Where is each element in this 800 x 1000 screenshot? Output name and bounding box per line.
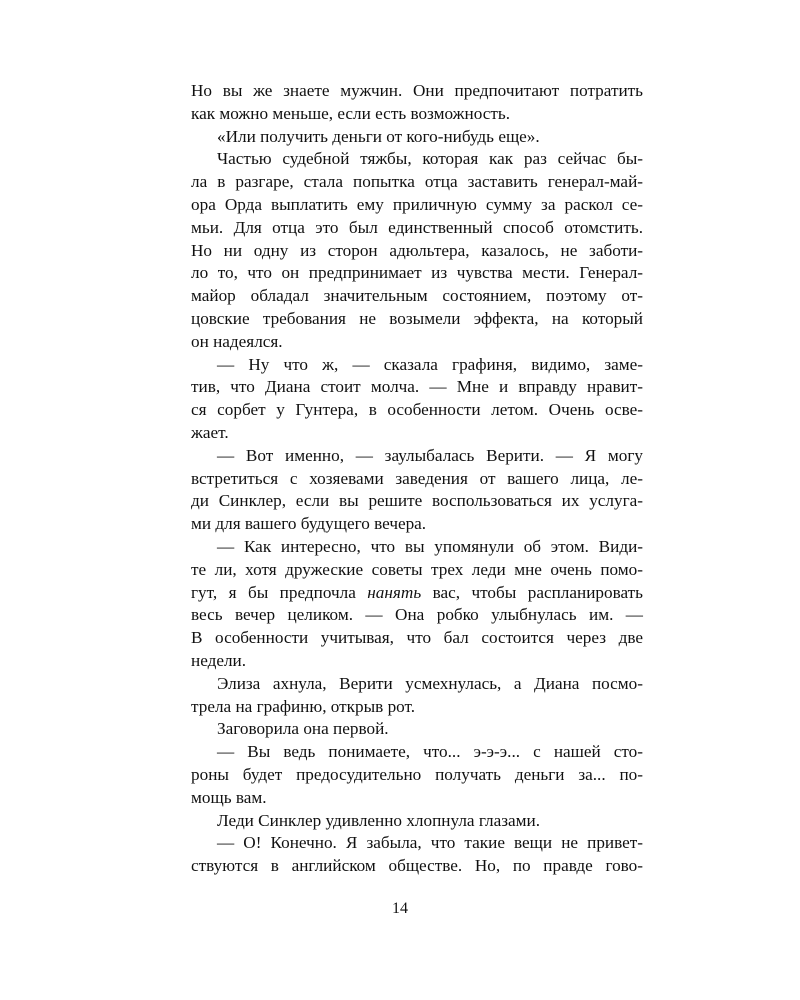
text-line: Леди Синклер удивленно хлопнула глазами. bbox=[217, 810, 540, 830]
text-line: Но вы же знаете мужчин. Они предпочитают потратить bbox=[191, 81, 643, 100]
text-line: «Или получить деньги от кого-нибудь еще». bbox=[217, 126, 540, 146]
text-line: он надеялся. bbox=[191, 331, 283, 351]
text-line: — Вы ведь понимаете, что... э-э-э... с нашей сто- bbox=[217, 742, 643, 762]
text-line: встретиться с хозяевами заведения от вашего лица, ле- bbox=[191, 468, 643, 488]
text-line: ора Орда выплатить ему приличную сумму за раскол се- bbox=[191, 194, 643, 214]
text-line: ствуются в английском обществе. Но, по правде гово- bbox=[191, 856, 643, 876]
text-line: — Как интересно, что вы упомянули об этом. Види- bbox=[217, 536, 643, 556]
text-line: роны будет предосудительно получать деньги за... по- bbox=[191, 764, 643, 784]
text-line: ди Синклер, если вы решите воспользоваться их услуга- bbox=[191, 491, 643, 511]
text-line: недели. bbox=[191, 650, 247, 670]
text-line: — Ну что ж, — сказала графиня, видимо, заме- bbox=[217, 354, 643, 374]
text-line: как можно меньше, если есть возможность. bbox=[191, 103, 511, 123]
text-line-part: гут, я бы предпочла bbox=[191, 582, 356, 602]
text-line: жает. bbox=[191, 422, 229, 442]
text-line: мьи. Для отца это был единственный способ отомстить. bbox=[191, 217, 643, 237]
text-line: весь вечер целиком. — Она робко улыбнулась им. — bbox=[191, 605, 643, 625]
text-line: ми для вашего будущего вечера. bbox=[191, 514, 427, 534]
text-line: тив, что Диана стоит молча. — Мне и вправду нравит- bbox=[191, 377, 643, 397]
text-line: ла в разгаре, стала попытка отца заставить генерал-май- bbox=[191, 172, 643, 192]
text-line: Частью судебной тяжбы, которая как раз сейчас бы- bbox=[217, 149, 643, 169]
text-line: Элиза ахнула, Верити усмехнулась, а Диана посмо- bbox=[217, 673, 643, 693]
text-line: ло то, что он предпринимает из чувства мести. Генерал- bbox=[191, 263, 643, 283]
text-line bbox=[191, 582, 643, 605]
text-line: — Вот именно, — заулыбалась Верити. — Я могу bbox=[217, 445, 643, 465]
text-line: — О! Конечно. Я забыла, что такие вещи не привет- bbox=[217, 833, 643, 853]
text-line: ся сорбет у Гунтера, в особенности летом. Очень осве- bbox=[191, 400, 643, 420]
text-line: те ли, хотя дружеские советы трех леди мне очень помо- bbox=[191, 559, 643, 579]
text-line: мощь вам. bbox=[191, 787, 267, 807]
italic-word: нанять bbox=[367, 582, 422, 602]
text-line-part: вас, чтобы распланировать bbox=[432, 582, 644, 602]
body-text bbox=[191, 80, 643, 878]
page-number: 14 bbox=[392, 900, 408, 917]
text-line: В особенности учитывая, что бал состоится через две bbox=[191, 628, 643, 648]
text-line: майор обладал значительным состоянием, поэтому от- bbox=[191, 286, 643, 306]
text-line: Но ни одну из сторон адюльтера, казалось, не заботи- bbox=[191, 240, 643, 260]
text-line: цовские требования не возымели эффекта, на который bbox=[191, 308, 643, 328]
text-line: трела на графиню, открыв рот. bbox=[191, 696, 416, 716]
text-line: Заговорила она первой. bbox=[217, 719, 389, 739]
